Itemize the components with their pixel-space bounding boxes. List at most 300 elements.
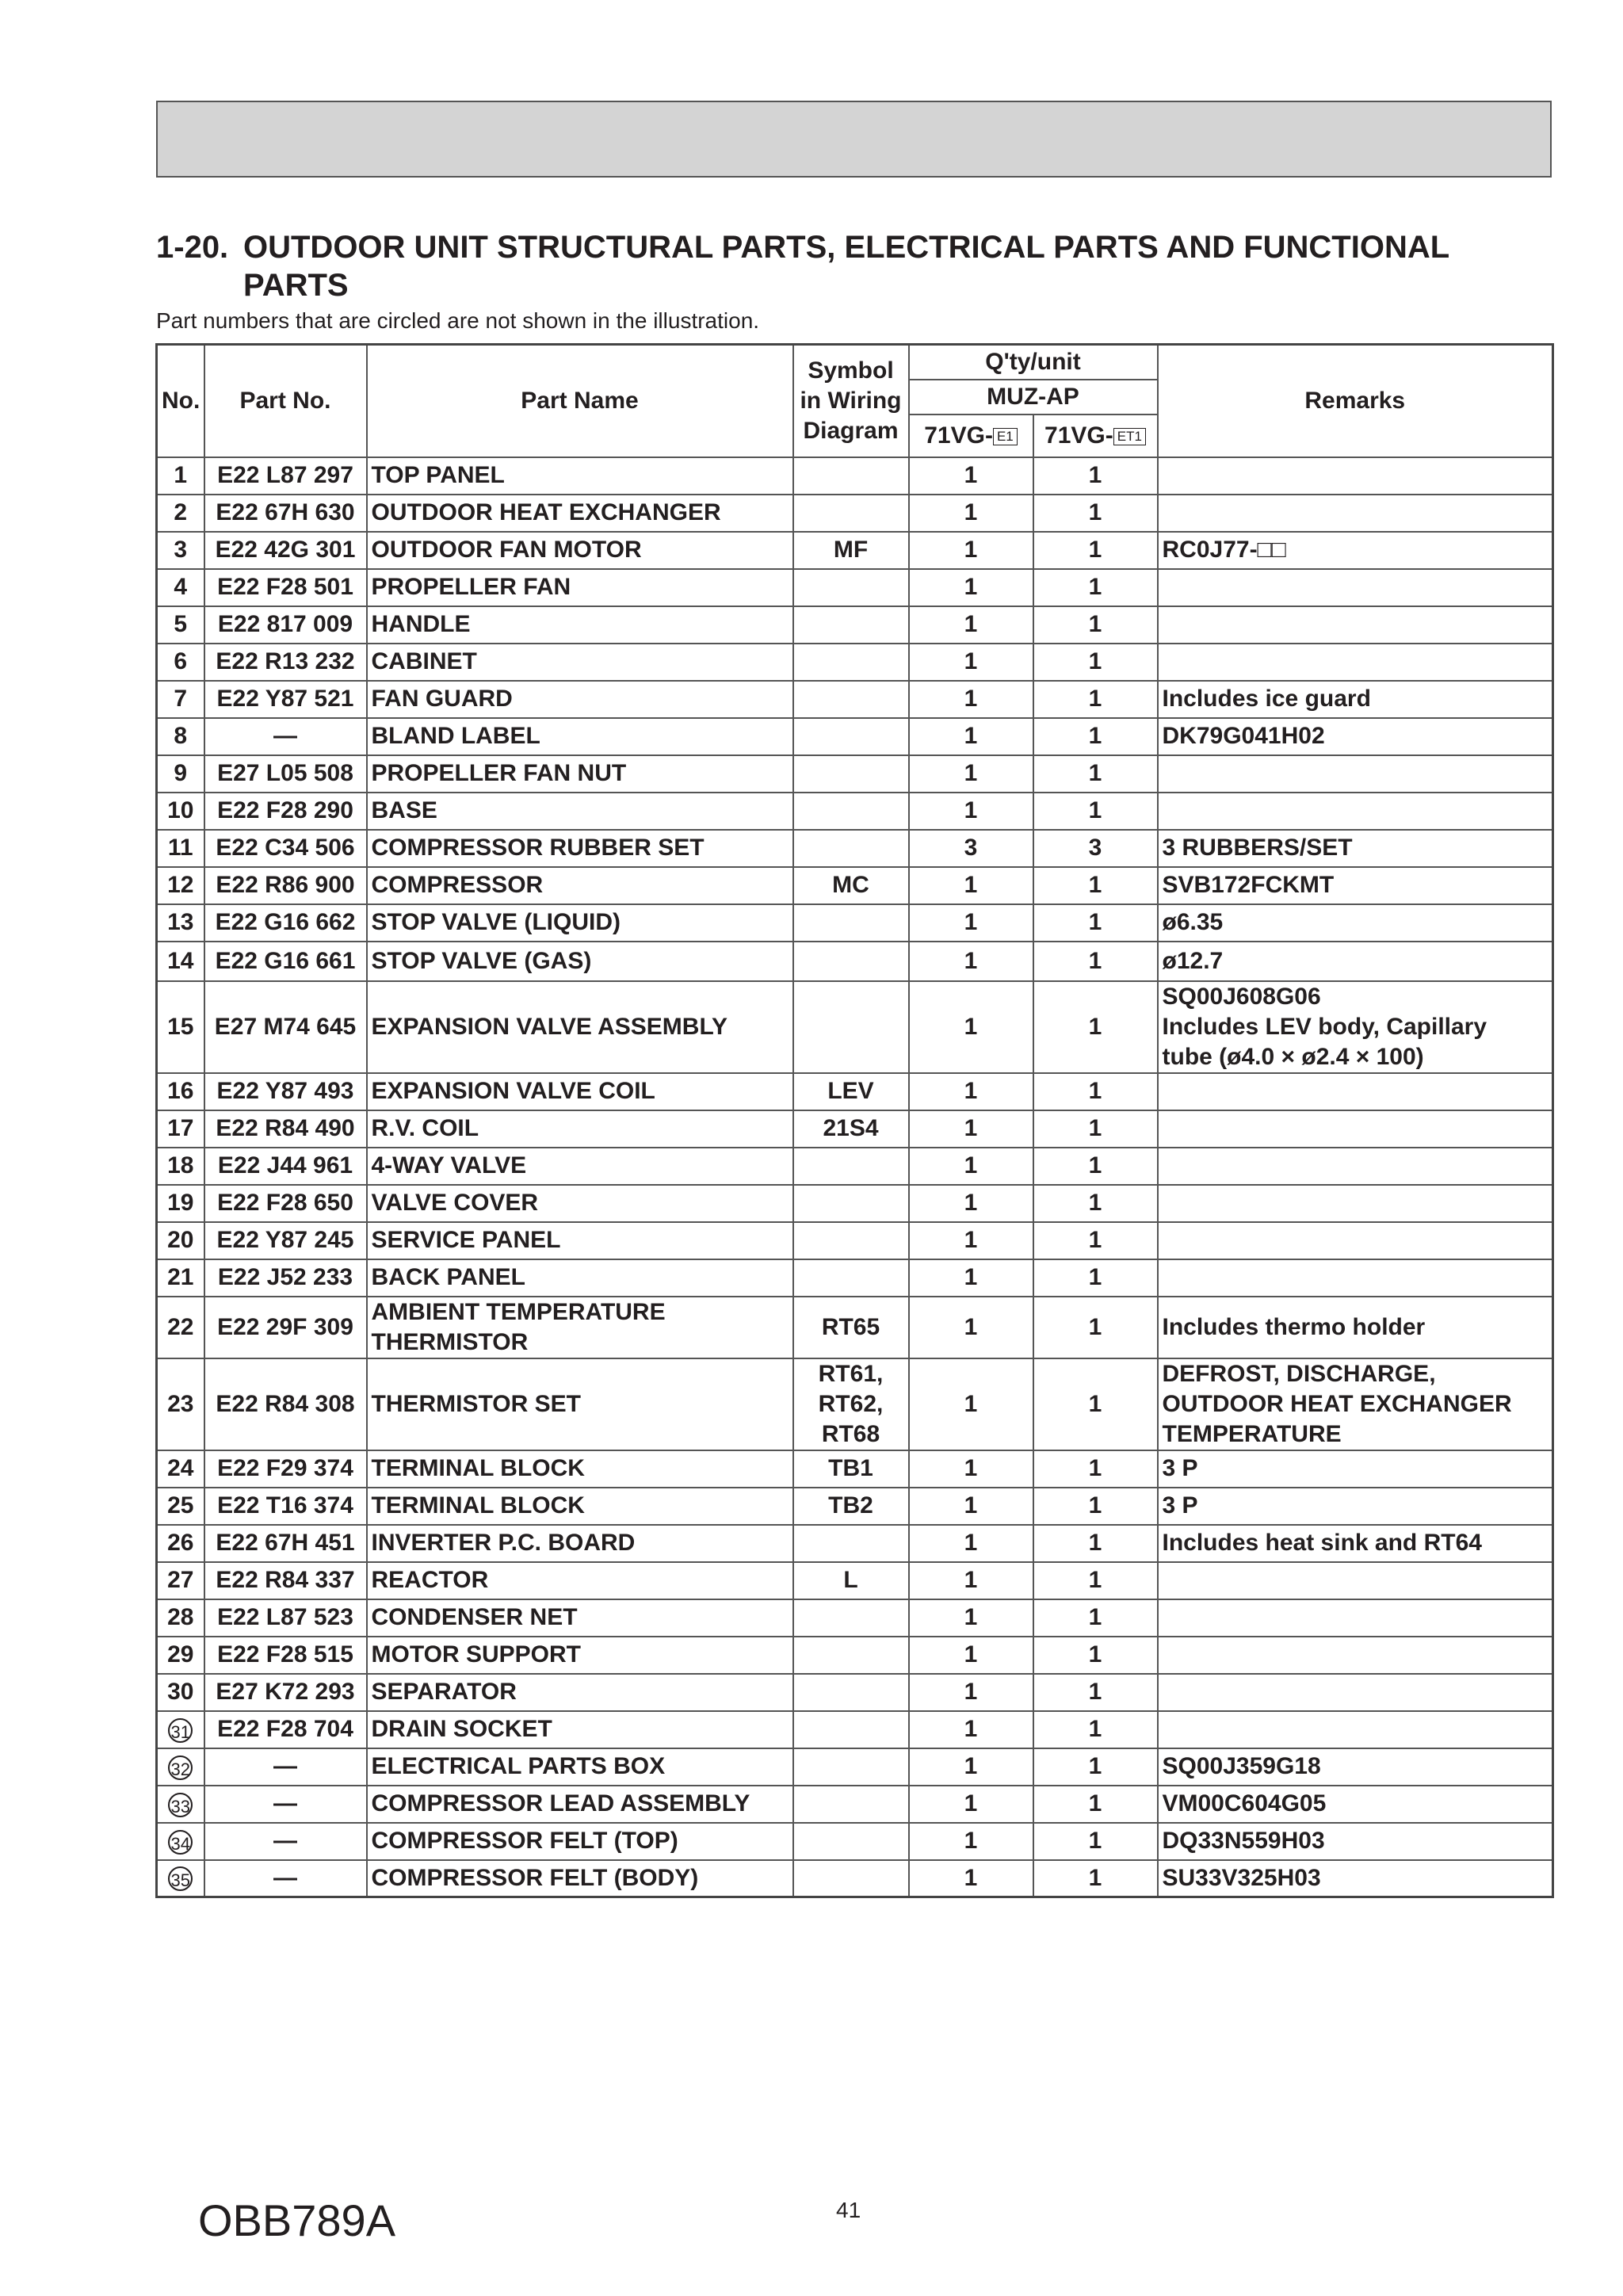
- row-number: 24: [157, 1450, 204, 1488]
- part-number: E27 M74 645: [204, 981, 367, 1073]
- part-name: COMPRESSOR FELT (BODY): [367, 1860, 793, 1897]
- part-number: E22 817 009: [204, 606, 367, 644]
- qty-et1: 1: [1033, 793, 1158, 830]
- table-row: [157, 755, 1553, 793]
- qty-e1: 1: [909, 681, 1033, 718]
- part-name: TERMINAL BLOCK: [367, 1450, 793, 1488]
- part-number: E22 G16 662: [204, 904, 367, 942]
- remarks: [1158, 1185, 1553, 1222]
- part-number: E22 R84 490: [204, 1110, 367, 1148]
- wiring-symbol: LEV: [793, 1073, 909, 1110]
- part-name: ELECTRICAL PARTS BOX: [367, 1748, 793, 1786]
- row-number: 26: [157, 1525, 204, 1562]
- circled-number: 31: [168, 1718, 193, 1743]
- wiring-symbol: [793, 457, 909, 495]
- qty-et1: 1: [1033, 755, 1158, 793]
- part-number: E22 R84 308: [204, 1358, 367, 1450]
- table-row: [157, 830, 1553, 867]
- wiring-symbol: [793, 644, 909, 681]
- part-number: E22 C34 506: [204, 830, 367, 867]
- qty-et1: 1: [1033, 1748, 1158, 1786]
- row-number: 8: [157, 718, 204, 755]
- row-number: 3: [157, 532, 204, 569]
- part-number: —: [204, 1823, 367, 1860]
- qty-et1: 1: [1033, 1358, 1158, 1450]
- part-name: AMBIENT TEMPERATURE THERMISTOR: [367, 1297, 793, 1358]
- row-number: [157, 1786, 204, 1823]
- table-row: [157, 532, 1553, 569]
- qty-e1: 1: [909, 718, 1033, 755]
- wiring-symbol: TB2: [793, 1488, 909, 1525]
- part-name: BASE: [367, 793, 793, 830]
- part-name: PROPELLER FAN: [367, 569, 793, 606]
- remarks: [1158, 1148, 1553, 1185]
- remarks: [1158, 1222, 1553, 1259]
- remarks: 3 RUBBERS/SET: [1158, 830, 1553, 867]
- row-number: 13: [157, 904, 204, 942]
- qty-e1: 1: [909, 1525, 1033, 1562]
- table-row: [157, 981, 1553, 1073]
- header-band: [156, 101, 1552, 178]
- qty-e1: 1: [909, 569, 1033, 606]
- wiring-symbol: [793, 569, 909, 606]
- part-name: TOP PANEL: [367, 457, 793, 495]
- qty-et1: 1: [1033, 1297, 1158, 1358]
- remarks: [1158, 569, 1553, 606]
- qty-e1: 1: [909, 1748, 1033, 1786]
- remarks: SQ00J359G18: [1158, 1748, 1553, 1786]
- qty-et1: 1: [1033, 1148, 1158, 1185]
- qty-e1: 1: [909, 457, 1033, 495]
- table-row: [157, 1358, 1553, 1450]
- row-number: 11: [157, 830, 204, 867]
- wiring-symbol: [793, 1637, 909, 1674]
- qty-et1: 1: [1033, 532, 1158, 569]
- wiring-symbol: [793, 942, 909, 981]
- circled-number: 33: [168, 1793, 193, 1817]
- part-name: OUTDOOR HEAT EXCHANGER: [367, 495, 793, 532]
- qty-e1: 1: [909, 1860, 1033, 1897]
- part-number: E22 G16 661: [204, 942, 367, 981]
- header-no: No.: [157, 345, 204, 457]
- part-name: SEPARATOR: [367, 1674, 793, 1711]
- wiring-symbol: [793, 1674, 909, 1711]
- row-number: 23: [157, 1358, 204, 1450]
- qty-e1: 1: [909, 1148, 1033, 1185]
- circled-number: 32: [168, 1755, 193, 1780]
- part-name: SERVICE PANEL: [367, 1222, 793, 1259]
- part-name: FAN GUARD: [367, 681, 793, 718]
- part-name: OUTDOOR FAN MOTOR: [367, 532, 793, 569]
- qty-et1: 1: [1033, 1222, 1158, 1259]
- row-number: 1: [157, 457, 204, 495]
- remarks: [1158, 1073, 1553, 1110]
- variant-e1-label: 71VG-: [924, 422, 993, 449]
- part-number: E22 R13 232: [204, 644, 367, 681]
- qty-et1: 3: [1033, 830, 1158, 867]
- qty-e1: 1: [909, 532, 1033, 569]
- header-qty: Q'ty/unit: [909, 345, 1158, 380]
- remarks: Includes heat sink and RT64: [1158, 1525, 1553, 1562]
- qty-et1: 1: [1033, 495, 1158, 532]
- row-number: [157, 1711, 204, 1748]
- variant-et1-label: 71VG-: [1044, 422, 1113, 449]
- header-symbol: Symbol in Wiring Diagram: [793, 345, 909, 457]
- part-name: REACTOR: [367, 1562, 793, 1599]
- qty-e1: 1: [909, 1786, 1033, 1823]
- row-number: 7: [157, 681, 204, 718]
- table-row: [157, 1185, 1553, 1222]
- table-row: [157, 1297, 1553, 1358]
- part-number: —: [204, 1860, 367, 1897]
- part-number: E22 F28 704: [204, 1711, 367, 1748]
- part-number: E27 L05 508: [204, 755, 367, 793]
- circled-number: 35: [168, 1866, 193, 1891]
- part-number: E22 67H 451: [204, 1525, 367, 1562]
- header-part-no: Part No.: [204, 345, 367, 457]
- qty-e1: 1: [909, 1823, 1033, 1860]
- part-number: —: [204, 718, 367, 755]
- row-number: 22: [157, 1297, 204, 1358]
- qty-et1: 1: [1033, 1562, 1158, 1599]
- part-number: E27 K72 293: [204, 1674, 367, 1711]
- part-name: TERMINAL BLOCK: [367, 1488, 793, 1525]
- part-name: COMPRESSOR: [367, 867, 793, 904]
- remarks: [1158, 1674, 1553, 1711]
- qty-et1: 1: [1033, 904, 1158, 942]
- part-number: E22 L87 297: [204, 457, 367, 495]
- part-name: MOTOR SUPPORT: [367, 1637, 793, 1674]
- qty-e1: 3: [909, 830, 1033, 867]
- part-name: EXPANSION VALVE ASSEMBLY: [367, 981, 793, 1073]
- qty-e1: 1: [909, 793, 1033, 830]
- part-name: STOP VALVE (GAS): [367, 942, 793, 981]
- qty-e1: 1: [909, 1674, 1033, 1711]
- part-name: COMPRESSOR RUBBER SET: [367, 830, 793, 867]
- table-row: [157, 1488, 1553, 1525]
- table-row: [157, 1073, 1553, 1110]
- qty-et1: 1: [1033, 867, 1158, 904]
- row-number: 18: [157, 1148, 204, 1185]
- qty-e1: 1: [909, 981, 1033, 1073]
- wiring-symbol: MF: [793, 532, 909, 569]
- part-name: VALVE COVER: [367, 1185, 793, 1222]
- qty-et1: 1: [1033, 681, 1158, 718]
- header-remarks: Remarks: [1158, 345, 1553, 457]
- row-number: 19: [157, 1185, 204, 1222]
- wiring-symbol: [793, 1185, 909, 1222]
- qty-et1: 1: [1033, 981, 1158, 1073]
- part-name: 4-WAY VALVE: [367, 1148, 793, 1185]
- header-variant-et1: [1033, 415, 1158, 457]
- qty-e1: 1: [909, 942, 1033, 981]
- qty-et1: 1: [1033, 1259, 1158, 1297]
- remarks: [1158, 1110, 1553, 1148]
- remarks: ø12.7: [1158, 942, 1553, 981]
- table-row: [157, 1674, 1553, 1711]
- qty-e1: 1: [909, 606, 1033, 644]
- qty-et1: 1: [1033, 1823, 1158, 1860]
- wiring-symbol: [793, 718, 909, 755]
- part-name: DRAIN SOCKET: [367, 1711, 793, 1748]
- wiring-symbol: TB1: [793, 1450, 909, 1488]
- remarks: SQ00J608G06 Includes LEV body, Capillary tube (ø4.0 × ø2.4 × 100): [1158, 981, 1553, 1073]
- part-number: E22 Y87 521: [204, 681, 367, 718]
- table-row: [157, 495, 1553, 532]
- qty-e1: 1: [909, 1488, 1033, 1525]
- remarks: [1158, 1599, 1553, 1637]
- part-number: E22 J44 961: [204, 1148, 367, 1185]
- remarks: [1158, 755, 1553, 793]
- part-name: COMPRESSOR FELT (TOP): [367, 1823, 793, 1860]
- wiring-symbol: [793, 606, 909, 644]
- parts-table: [155, 343, 1554, 1898]
- qty-et1: 1: [1033, 1073, 1158, 1110]
- part-number: E22 L87 523: [204, 1599, 367, 1637]
- remarks: DEFROST, DISCHARGE, OUTDOOR HEAT EXCHANGER TEMPERATURE: [1158, 1358, 1553, 1450]
- wiring-symbol: [793, 1823, 909, 1860]
- qty-et1: 1: [1033, 569, 1158, 606]
- qty-et1: 1: [1033, 1110, 1158, 1148]
- wiring-symbol: [793, 1711, 909, 1748]
- qty-e1: 1: [909, 1711, 1033, 1748]
- table-row: [157, 1450, 1553, 1488]
- variant-et1-badge: ET1: [1113, 428, 1146, 445]
- qty-et1: 1: [1033, 718, 1158, 755]
- remarks: RC0J77-□□: [1158, 532, 1553, 569]
- row-number: 27: [157, 1562, 204, 1599]
- qty-e1: 1: [909, 1297, 1033, 1358]
- table-row: [157, 793, 1553, 830]
- wiring-symbol: [793, 1786, 909, 1823]
- remarks: 3 P: [1158, 1450, 1553, 1488]
- wiring-symbol: 21S4: [793, 1110, 909, 1148]
- wiring-symbol: [793, 1860, 909, 1897]
- header-model: MUZ-AP: [909, 380, 1158, 415]
- remarks: DK79G041H02: [1158, 718, 1553, 755]
- wiring-symbol: [793, 830, 909, 867]
- table-row: [157, 606, 1553, 644]
- row-number: 21: [157, 1259, 204, 1297]
- part-name: CONDENSER NET: [367, 1599, 793, 1637]
- wiring-symbol: RT61, RT62, RT68: [793, 1358, 909, 1450]
- wiring-symbol: [793, 495, 909, 532]
- qty-et1: 1: [1033, 1488, 1158, 1525]
- row-number: 25: [157, 1488, 204, 1525]
- row-number: 6: [157, 644, 204, 681]
- circled-number: 34: [168, 1830, 193, 1855]
- row-number: 28: [157, 1599, 204, 1637]
- remarks: DQ33N559H03: [1158, 1823, 1553, 1860]
- table-row: [157, 569, 1553, 606]
- wiring-symbol: [793, 981, 909, 1073]
- circled-note: Part numbers that are circled are not shown in the illustration.: [156, 308, 760, 333]
- table-row: [157, 1525, 1553, 1562]
- row-number: 16: [157, 1073, 204, 1110]
- row-number: 9: [157, 755, 204, 793]
- row-number: 15: [157, 981, 204, 1073]
- part-name: EXPANSION VALVE COIL: [367, 1073, 793, 1110]
- row-number: 30: [157, 1674, 204, 1711]
- document-code: OBB789A: [198, 2195, 396, 2245]
- section-number: 1-20.: [156, 230, 229, 265]
- remarks: SU33V325H03: [1158, 1860, 1553, 1897]
- qty-et1: 1: [1033, 1185, 1158, 1222]
- remarks: VM00C604G05: [1158, 1786, 1553, 1823]
- qty-e1: 1: [909, 495, 1033, 532]
- table-row: [157, 1222, 1553, 1259]
- wiring-symbol: [793, 1148, 909, 1185]
- table-row: [157, 1259, 1553, 1297]
- remarks: 3 P: [1158, 1488, 1553, 1525]
- qty-et1: 1: [1033, 1860, 1158, 1897]
- table-row: [157, 457, 1553, 495]
- part-number: E22 F28 515: [204, 1637, 367, 1674]
- table-row: [157, 1823, 1553, 1860]
- part-number: E22 T16 374: [204, 1488, 367, 1525]
- row-number: 29: [157, 1637, 204, 1674]
- remarks: [1158, 793, 1553, 830]
- remarks: Includes ice guard: [1158, 681, 1553, 718]
- row-number: [157, 1748, 204, 1786]
- remarks: [1158, 1711, 1553, 1748]
- variant-e1-badge: E1: [993, 428, 1018, 445]
- qty-e1: 1: [909, 867, 1033, 904]
- qty-et1: 1: [1033, 1637, 1158, 1674]
- qty-et1: 1: [1033, 606, 1158, 644]
- row-number: 4: [157, 569, 204, 606]
- table-row: [157, 644, 1553, 681]
- wiring-symbol: [793, 1599, 909, 1637]
- table-row: [157, 1110, 1553, 1148]
- wiring-symbol: MC: [793, 867, 909, 904]
- section-title: [156, 228, 1567, 304]
- part-number: E22 29F 309: [204, 1297, 367, 1358]
- remarks: ø6.35: [1158, 904, 1553, 942]
- qty-e1: 1: [909, 1222, 1033, 1259]
- wiring-symbol: [793, 1222, 909, 1259]
- header-part-name: Part Name: [367, 345, 793, 457]
- part-name: INVERTER P.C. BOARD: [367, 1525, 793, 1562]
- table-row: [157, 1711, 1553, 1748]
- wiring-symbol: [793, 1748, 909, 1786]
- part-number: E22 F29 374: [204, 1450, 367, 1488]
- wiring-symbol: L: [793, 1562, 909, 1599]
- part-name: CABINET: [367, 644, 793, 681]
- part-number: E22 R86 900: [204, 867, 367, 904]
- header-variant-e1: [909, 415, 1033, 457]
- part-number: E22 F28 290: [204, 793, 367, 830]
- part-name: COMPRESSOR LEAD ASSEMBLY: [367, 1786, 793, 1823]
- wiring-symbol: [793, 681, 909, 718]
- table-row: [157, 867, 1553, 904]
- wiring-symbol: [793, 904, 909, 942]
- qty-e1: 1: [909, 1259, 1033, 1297]
- qty-e1: 1: [909, 1450, 1033, 1488]
- remarks: [1158, 1562, 1553, 1599]
- qty-et1: 1: [1033, 644, 1158, 681]
- qty-et1: 1: [1033, 1525, 1158, 1562]
- row-number: [157, 1860, 204, 1897]
- qty-et1: 1: [1033, 1711, 1158, 1748]
- table-row: [157, 681, 1553, 718]
- part-number: —: [204, 1748, 367, 1786]
- qty-e1: 1: [909, 1073, 1033, 1110]
- table-row: [157, 1786, 1553, 1823]
- row-number: 17: [157, 1110, 204, 1148]
- qty-et1: 1: [1033, 1599, 1158, 1637]
- row-number: 14: [157, 942, 204, 981]
- part-number: E22 R84 337: [204, 1562, 367, 1599]
- part-name: HANDLE: [367, 606, 793, 644]
- part-number: E22 Y87 245: [204, 1222, 367, 1259]
- part-number: E22 J52 233: [204, 1259, 367, 1297]
- qty-et1: 1: [1033, 457, 1158, 495]
- part-name: THERMISTOR SET: [367, 1358, 793, 1450]
- qty-et1: 1: [1033, 1674, 1158, 1711]
- part-number: —: [204, 1786, 367, 1823]
- qty-e1: 1: [909, 1185, 1033, 1222]
- wiring-symbol: [793, 1525, 909, 1562]
- remarks: [1158, 644, 1553, 681]
- part-number: E22 Y87 493: [204, 1073, 367, 1110]
- remarks: [1158, 1259, 1553, 1297]
- wiring-symbol: RT65: [793, 1297, 909, 1358]
- qty-e1: 1: [909, 755, 1033, 793]
- part-name: R.V. COIL: [367, 1110, 793, 1148]
- qty-e1: 1: [909, 1562, 1033, 1599]
- row-number: 10: [157, 793, 204, 830]
- table-row: [157, 1148, 1553, 1185]
- table-row: [157, 718, 1553, 755]
- row-number: 2: [157, 495, 204, 532]
- part-name: PROPELLER FAN NUT: [367, 755, 793, 793]
- qty-e1: 1: [909, 1599, 1033, 1637]
- row-number: [157, 1823, 204, 1860]
- wiring-symbol: [793, 755, 909, 793]
- qty-e1: 1: [909, 1358, 1033, 1450]
- part-name: BACK PANEL: [367, 1259, 793, 1297]
- part-number: E22 F28 650: [204, 1185, 367, 1222]
- page-number: 41: [836, 2198, 861, 2222]
- part-number: E22 67H 630: [204, 495, 367, 532]
- table-row: [157, 942, 1553, 981]
- qty-et1: 1: [1033, 1450, 1158, 1488]
- remarks: [1158, 1637, 1553, 1674]
- table-row: [157, 904, 1553, 942]
- qty-e1: 1: [909, 1110, 1033, 1148]
- remarks: Includes thermo holder: [1158, 1297, 1553, 1358]
- row-number: 12: [157, 867, 204, 904]
- table-row: [157, 1748, 1553, 1786]
- qty-et1: 1: [1033, 1786, 1158, 1823]
- qty-e1: 1: [909, 904, 1033, 942]
- qty-et1: 1: [1033, 942, 1158, 981]
- row-number: 5: [157, 606, 204, 644]
- table-row: [157, 1599, 1553, 1637]
- part-name: BLAND LABEL: [367, 718, 793, 755]
- remarks: SVB172FCKMT: [1158, 867, 1553, 904]
- section-title-line2: PARTS: [243, 268, 349, 303]
- part-number: E22 F28 501: [204, 569, 367, 606]
- wiring-symbol: [793, 1259, 909, 1297]
- remarks: [1158, 495, 1553, 532]
- remarks: [1158, 606, 1553, 644]
- qty-e1: 1: [909, 644, 1033, 681]
- parts-table-body: [157, 457, 1553, 1897]
- table-row: [157, 1860, 1553, 1897]
- remarks: [1158, 457, 1553, 495]
